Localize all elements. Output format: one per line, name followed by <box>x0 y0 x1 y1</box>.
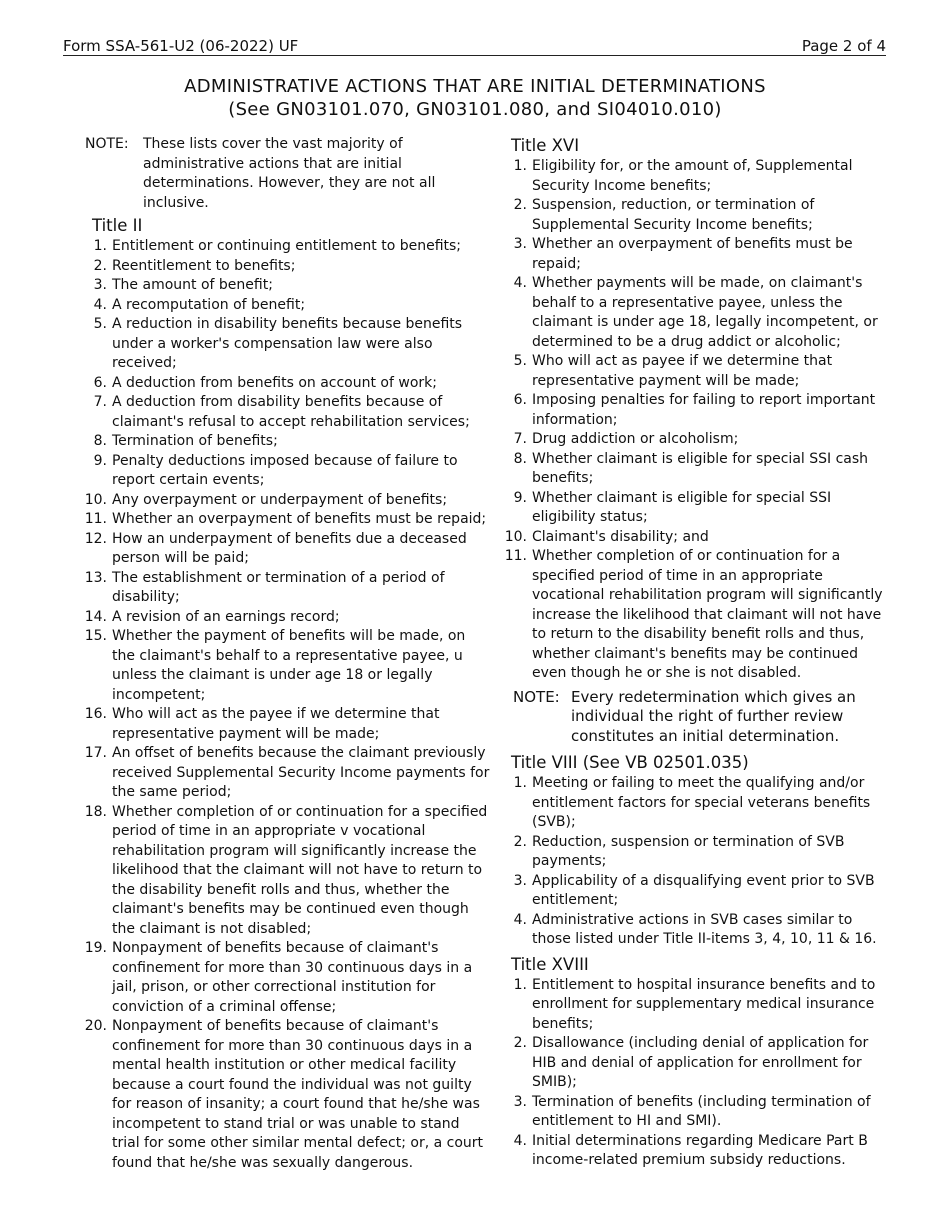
item-number: 11. <box>504 548 527 564</box>
item-text: Disallowance (including denial of application for HIB and denial of application for enrollment for SMIB); <box>532 1035 869 1090</box>
item-number: 16. <box>84 706 107 722</box>
item-number: 4. <box>93 296 107 313</box>
title-xviii-list <box>505 976 895 1171</box>
item-number: 9. <box>513 489 527 506</box>
note-label: NOTE: <box>85 136 129 152</box>
title-ii-item <box>85 296 490 316</box>
item-text: Whether payments will be made, on claimant's behalf to a representative payee, unless the claimant is under age 18, legally incompetent, or determined to be a drug addict or alcoholic; <box>532 275 878 350</box>
item-number: 4. <box>513 275 527 291</box>
title-ii-item <box>85 432 490 452</box>
item-number: 2. <box>513 197 527 213</box>
title-line-2: (See GN03101.070, GN03101.080, and SI04010.010) <box>228 99 722 120</box>
item-number: 1. <box>513 158 527 174</box>
title-ii-item <box>85 608 490 628</box>
title-ii-item <box>85 276 490 296</box>
item-number: 2. <box>513 1035 527 1051</box>
item-number: 4. <box>513 911 527 928</box>
title-ii-item <box>85 393 490 432</box>
item-number: 10. <box>84 491 107 508</box>
title-xvi-heading: Title XVI <box>511 136 580 155</box>
page-header <box>63 37 886 56</box>
title-xviii-item <box>505 1034 895 1093</box>
item-number: 9. <box>93 452 107 469</box>
item-text: Entitlement to hospital insurance benefits and to enrollment for supplementary medical insurance benefits; <box>532 976 876 1032</box>
item-number: 3. <box>93 277 107 293</box>
item-text: A recomputation of benefit; <box>112 296 306 313</box>
item-number: 1. <box>513 775 527 791</box>
item-text: Suspension, reduction, or termination of Supplemental Security Income benefits; <box>532 197 815 233</box>
note-text: Every redetermination which gives an individual the right of further review constitutes an initial determination. <box>571 687 856 745</box>
note-text: These lists cover the vast majority of administrative actions that are initial determinations. However, they are not all inclusive. <box>143 136 436 211</box>
item-number: 3. <box>513 872 527 889</box>
item-text: Eligibility for, or the amount of, Supplemental Security Income benefits; <box>532 158 853 194</box>
item-text: A revision of an earnings record; <box>112 608 340 625</box>
item-text: Meeting or failing to meet the qualifying and/or entitlement factors for special veterans benefits (SVB); <box>532 775 871 830</box>
item-number: 18. <box>84 803 107 820</box>
item-text: The amount of benefit; <box>112 277 273 293</box>
item-text: Whether an overpayment of benefits must be repaid; <box>112 511 487 527</box>
item-text: Reduction, suspension or termination of SVB payments; <box>532 833 845 869</box>
item-number: 20. <box>84 1018 107 1034</box>
title-xvi-item <box>505 274 895 352</box>
title-xviii-item <box>505 1132 895 1171</box>
title-xvi-item <box>505 528 895 548</box>
item-number: 4. <box>513 1132 527 1149</box>
item-number: 19. <box>84 940 107 956</box>
item-number: 3. <box>513 236 527 252</box>
item-number: 17. <box>84 745 107 761</box>
page-title <box>0 75 950 121</box>
right-column <box>505 135 895 1171</box>
item-text: A reduction in disability benefits because benefits under a worker's compensation law were also received; <box>112 316 463 371</box>
item-number: 12. <box>84 530 107 547</box>
title-xvi-list <box>505 157 895 684</box>
item-number: 1. <box>513 976 527 993</box>
item-text: Imposing penalties for failing to report important information; <box>532 392 876 428</box>
item-text: Claimant's disability; and <box>532 528 709 545</box>
title-xvi-item <box>505 391 895 430</box>
item-number: 14. <box>84 608 107 625</box>
item-number: 2. <box>513 833 527 850</box>
title-viii-heading: Title VIII (See VB 02501.035) <box>511 753 749 772</box>
title-xvi-item <box>505 450 895 489</box>
item-number: 15. <box>84 628 107 644</box>
title-ii-item <box>85 744 490 803</box>
item-text: Whether completion of or continuation for a specified period of time in an appropriate vocational rehabilitation program will significantly increase the likelihood that claimant will not have to return to the disability benefit rolls and thus, whether claimant's benefits may be continued even though he or she is not disabled. <box>532 548 883 681</box>
item-number: 2. <box>93 257 107 274</box>
item-text: Nonpayment of benefits because of claimant's confinement for more than 30 continuous days in a jail, prison, or other correctional institution for conviction of a criminal offense; <box>112 940 473 1015</box>
title-xvi-item <box>505 430 895 450</box>
item-text: Termination of benefits; <box>112 433 278 449</box>
item-number: 5. <box>513 353 527 369</box>
title-ii-item <box>85 257 490 277</box>
title-xviii-item <box>505 976 895 1035</box>
item-text: A deduction from disability benefits because of claimant's refusal to accept rehabilitation services; <box>112 394 470 430</box>
item-text: Applicability of a disqualifying event prior to SVB entitlement; <box>532 872 875 908</box>
title-ii-item <box>85 491 490 511</box>
title-xvi-item <box>505 157 895 196</box>
title-ii-item <box>85 939 490 1017</box>
title-line-1: ADMINISTRATIVE ACTIONS THAT ARE INITIAL DETERMINATIONS <box>184 76 766 97</box>
item-text: Entitlement or continuing entitlement to benefits; <box>112 238 462 254</box>
title-ii-item <box>85 237 490 257</box>
title-xvi-item <box>505 196 895 235</box>
item-number: 10. <box>504 528 527 545</box>
note-redetermination <box>513 688 895 747</box>
note-label: NOTE: <box>513 687 560 706</box>
item-number: 3. <box>513 1093 527 1110</box>
title-viii-item <box>505 911 895 950</box>
title-xviii-heading: Title XVIII <box>511 954 589 974</box>
item-number: 7. <box>513 431 527 447</box>
item-text: Reentitlement to benefits; <box>112 257 296 274</box>
left-column <box>85 135 490 1173</box>
title-xvi-item <box>505 352 895 391</box>
item-text: A deduction from benefits on account of work; <box>112 374 437 391</box>
item-text: Administrative actions in SVB cases similar to those listed under Title II-items 3, 4, 10, 11 & 16. <box>532 911 877 947</box>
title-ii-item <box>85 569 490 608</box>
item-number: 6. <box>93 374 107 391</box>
item-text: Whether the payment of benefits will be made, on the claimant's behalf to a representative payee, u unless the claimant is under age 18 or legally incompetent; <box>112 628 466 703</box>
item-number: 7. <box>93 394 107 410</box>
item-text: Nonpayment of benefits because of claimant's confinement for more than 30 continuous days in a mental health institution or other medical facility because a court found the individual was not guilty for reason of insanity; a court found that he/she was incompetent to stand trial or was unable to stand trial for some other similar mental defect; or, a court found that he/she was sexually dangerous. <box>112 1018 484 1171</box>
item-text: Whether an overpayment of benefits must be repaid; <box>532 236 853 272</box>
item-text: Initial determinations regarding Medicare Part B income-related premium subsidy reductions. <box>532 1132 868 1168</box>
note <box>85 135 490 213</box>
item-text: Who will act as the payee if we determine that representative payment will be made; <box>112 706 440 742</box>
title-viii-item <box>505 833 895 872</box>
item-text: Who will act as payee if we determine that representative payment will be made; <box>532 353 833 389</box>
item-number: 6. <box>513 392 527 408</box>
item-number: 13. <box>84 569 107 586</box>
item-number: 8. <box>93 433 107 449</box>
item-number: 8. <box>513 450 527 467</box>
title-ii-item <box>85 1017 490 1173</box>
title-ii-item <box>85 803 490 940</box>
item-text: Any overpayment or underpayment of benefits; <box>112 491 448 508</box>
title-xvi-item <box>505 235 895 274</box>
item-text: How an underpayment of benefits due a deceased person will be paid; <box>112 530 467 566</box>
item-text: An offset of benefits because the claimant previously received Supplemental Security Income payments for the same period; <box>112 745 490 800</box>
title-ii-item <box>85 452 490 491</box>
item-text: Whether claimant is eligible for special SSI cash benefits; <box>532 450 869 486</box>
item-text: Penalty deductions imposed because of failure to report certain events; <box>112 452 458 488</box>
item-text: Whether claimant is eligible for special SSI eligibility status; <box>532 489 832 525</box>
title-xvi-item <box>505 489 895 528</box>
title-viii-list <box>505 774 895 950</box>
title-viii-item <box>505 774 895 833</box>
title-ii-item <box>85 315 490 374</box>
title-viii-item <box>505 872 895 911</box>
title-xviii-item <box>505 1093 895 1132</box>
title-ii-item <box>85 530 490 569</box>
item-number: 5. <box>93 316 107 332</box>
title-ii-item <box>85 374 490 394</box>
item-number: 11. <box>84 511 107 527</box>
title-xvi-item <box>505 547 895 684</box>
title-ii-item <box>85 627 490 705</box>
item-text: The establishment or termination of a period of disability; <box>112 569 445 605</box>
form-id: Form SSA-561-U2 (06-2022) UF <box>63 37 299 55</box>
item-text: Termination of benefits (including termination of entitlement to HI and SMI). <box>532 1093 871 1129</box>
title-ii-item <box>85 705 490 744</box>
item-number: 1. <box>93 238 107 254</box>
title-ii-heading: Title II <box>92 216 143 235</box>
title-ii-list <box>85 237 490 1173</box>
item-text: Whether completion of or continuation for a specified period of time in an appropriate v vocational rehabilitation program will significantly increase the likelihood that the claimant will not have to return to the disability benefit rolls and thus, whether the claimant's benefits may be continued even though the claimant is not disabled; <box>112 803 488 937</box>
page-number: Page 2 of 4 <box>801 37 886 55</box>
item-text: Drug addiction or alcoholism; <box>532 431 739 447</box>
title-ii-item <box>85 510 490 530</box>
